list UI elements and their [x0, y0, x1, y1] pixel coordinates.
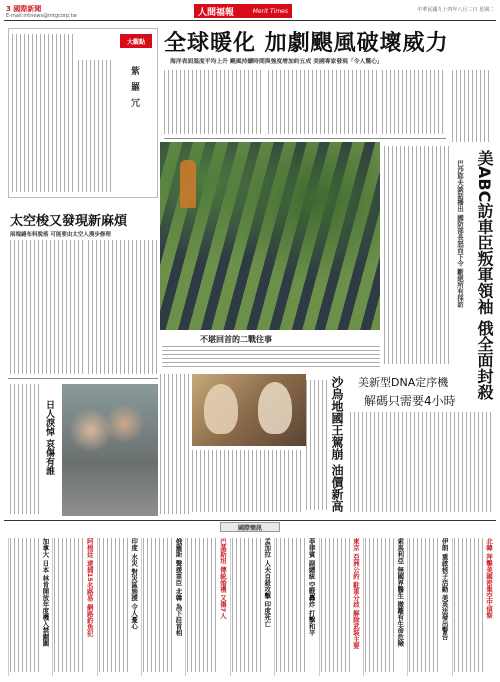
main-story-text-3 [382, 70, 446, 134]
brief-text [409, 538, 438, 672]
brief-item [52, 538, 94, 676]
brief-item [185, 538, 227, 676]
shuttle-text-2 [88, 240, 158, 374]
brief-headline: 東京 亞洲公約 駐軍分歧 解除武裝主要 [351, 538, 360, 649]
brief-item [8, 538, 50, 676]
brief-text [99, 538, 128, 672]
main-story-rule [164, 138, 446, 139]
mourners-headline: 日人淚悼 哀傷有誰 [44, 400, 54, 476]
main-subhead: 海洋表面溫度平均上升 颶風持續時間與強度增加約五成 美國專家發現「令人驚心」 [170, 59, 383, 65]
header-email: E-mail:mtnews@mtgcorp.tw [6, 13, 77, 19]
briefs-row [8, 538, 494, 676]
brief-item [452, 538, 494, 676]
mourners-text [10, 384, 40, 514]
brief-headline: 印度 水災 對災區施援 令人憂心 [130, 538, 139, 630]
dna-story-text [350, 412, 492, 512]
opinion-text-mid [78, 60, 114, 192]
masthead-logo: 人間福報 [198, 7, 235, 18]
brief-item [407, 538, 449, 676]
right-top-text [452, 70, 492, 142]
brief-text [365, 538, 394, 672]
masthead-english: Merit Times [252, 7, 288, 15]
main-story-text-1 [164, 70, 264, 134]
abc-headline: 美ABC訪車臣叛軍領袖 俄全面封殺 [475, 150, 494, 400]
saudi-text-right [306, 380, 328, 510]
brief-text [454, 538, 483, 672]
header-date: 中華民國九十四年八月二日 星期二 [417, 7, 494, 13]
briefs-label: 國際簡訊 [220, 522, 280, 532]
page-label: 3 國際新聞 [6, 5, 42, 13]
opinion-text-left [12, 34, 74, 192]
brief-headline: 北韓 拜擊美國密集空中偵察 [485, 538, 493, 619]
saudi-text-left [160, 374, 190, 514]
dna-headline-line1: 美新型DNA定序機 [358, 376, 449, 389]
column-author: 紫 羅 冗 [129, 66, 139, 110]
brief-headline: 阿根廷 逮捕15名路易 網路釣魚犯 [85, 538, 94, 637]
masthead [194, 4, 292, 18]
photo-caption-title: 不堪回首的二戰往事 [200, 334, 272, 344]
dna-headline-line2: 解碼只需要4小時 [364, 394, 456, 408]
shuttle-rule [8, 378, 158, 379]
brief-text [187, 538, 216, 672]
brief-item [97, 538, 139, 676]
mourners-photo [62, 384, 158, 516]
main-headline: 全球暖化 加劇颶風破壞威力 [164, 31, 449, 56]
brief-headline: 伊朗 重啟核子活動 美英法發出警告 [440, 538, 449, 641]
brief-item [319, 538, 361, 676]
brief-text [276, 538, 305, 672]
brief-headline: 加拿大 日本 林肯開放年度機入禁錮圍 [41, 538, 50, 647]
shuttle-headline: 太空梭又發現新麻煩 [10, 214, 128, 229]
shuttle-subhead: 兩塊縫布料脫落 可能要由太空人漫步修理 [10, 232, 111, 238]
brief-text [321, 538, 350, 672]
photo-figure [180, 160, 196, 208]
brief-text [143, 538, 172, 672]
saudi-face-1 [204, 384, 238, 434]
column-tag: 大觀點 [120, 34, 152, 48]
brief-text [232, 538, 261, 672]
header-rule [4, 20, 496, 21]
brief-item [363, 538, 405, 676]
abc-story-text [384, 146, 452, 364]
brief-text [54, 538, 83, 672]
brief-text [10, 538, 39, 672]
brief-headline: 俄羅斯 聲援車臣 北韓 為下註首相 [174, 538, 183, 636]
saudi-headline: 沙烏地國王駕崩 油價新高 [330, 376, 344, 513]
brief-item [230, 538, 272, 676]
brief-item [274, 538, 316, 676]
photo-caption-text [162, 346, 380, 368]
brief-headline: 孟加拉 人夫自殺攻擊 印度死亡 [263, 538, 272, 628]
shuttle-text-1 [10, 240, 84, 374]
abc-subhead: 巴沙耶夫談話播出 國防部長怒而下令 斷絕所有採訪 [456, 160, 464, 308]
brief-item [141, 538, 183, 676]
brief-headline: 索馬利亞 無國界醫生 撤離有生命危險 [396, 538, 405, 647]
saudi-face-2 [258, 382, 292, 434]
saudi-text-bottom [192, 450, 304, 512]
main-story-text-2 [268, 70, 378, 134]
brief-headline: 菲律賓 副總統 空戰轟炸 打擊和平 [307, 538, 316, 636]
brief-headline: 巴基斯坦 傳統婚禮 又傷7人 [218, 538, 227, 619]
briefs-top-rule [4, 520, 496, 521]
